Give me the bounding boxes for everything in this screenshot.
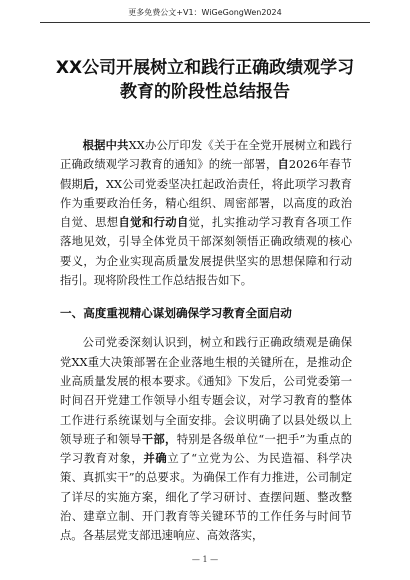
intro-text-1: XX办公厅印发《关于在全党开展树立和践行正确政绩观学习教育的通知》的统一部署，	[60, 139, 352, 172]
body-text-1: 公司党委深刻认识到，树立和践行正确政绩观是确保党XX重大决策部署在企业落地生根的关键所在，是推动企业高质量发展的根本要求。《通知》下发后，公司党委第一时间召开党建工作领导小组专题会议，对学习教育的整体工作进行系统谋划与全面安排。会议明确了以县处级以上领导班子和领导	[60, 336, 352, 446]
intro-text-2: 2026年春节假期	[60, 158, 352, 191]
document-title	[40, 56, 370, 104]
intro-bold-3: 后，	[83, 176, 106, 191]
title-line-2: 教育的阶段性总结报告	[120, 82, 290, 102]
body-bold-2: 并确	[143, 451, 168, 466]
document-body	[60, 136, 352, 546]
intro-bold-2: 自	[277, 157, 289, 172]
page-number: — 1 —	[191, 555, 219, 564]
page-header: 更多免费公文+V1：WiGeGongWen2024	[128, 8, 282, 17]
intro-text-4: 觉，扎实推动学习教育各项工作落地见效，引导全体党员干部深刻领悟正确政绩观的核心要义，为企业实现高质量发展提供坚实的思想保障和行动指引。现将阶段性工作总结报告如下。	[60, 216, 352, 288]
header-divider	[40, 22, 370, 23]
body-paragraph-1	[60, 333, 352, 545]
intro-text-3: XX公司党委坚决扛起政治责任，将此项学习教育作为重要政治任务，精心组织、周密部署，以高度的政治自觉、思想	[60, 177, 352, 230]
intro-paragraph	[60, 136, 352, 290]
section-heading-1: 一、高度重视精心谋划确保学习教育全面启动	[60, 306, 292, 321]
body-text-2: 特别是各级单位“一把手”为重点的学习教育对象，	[60, 432, 352, 466]
intro-bold-4: 自觉和行动自	[118, 215, 189, 230]
body-bold-1: 干部，	[141, 431, 177, 446]
body-text-3: 立了“立党为公、为民造福、科学决策、真抓实干”的总要求。为确保工作有力推进，公司制定了详尽的实施方案，细化了学习研讨、查摆问题、整改整治、建章立制、开门教育等关键环节的工作任务与时间节点。各基层党支部迅速响应、高效落实，	[60, 452, 352, 543]
intro-lead-bold: 根据中共	[82, 138, 129, 152]
title-line-1: XX公司开展树立和践行正确政绩观学习	[55, 58, 355, 78]
